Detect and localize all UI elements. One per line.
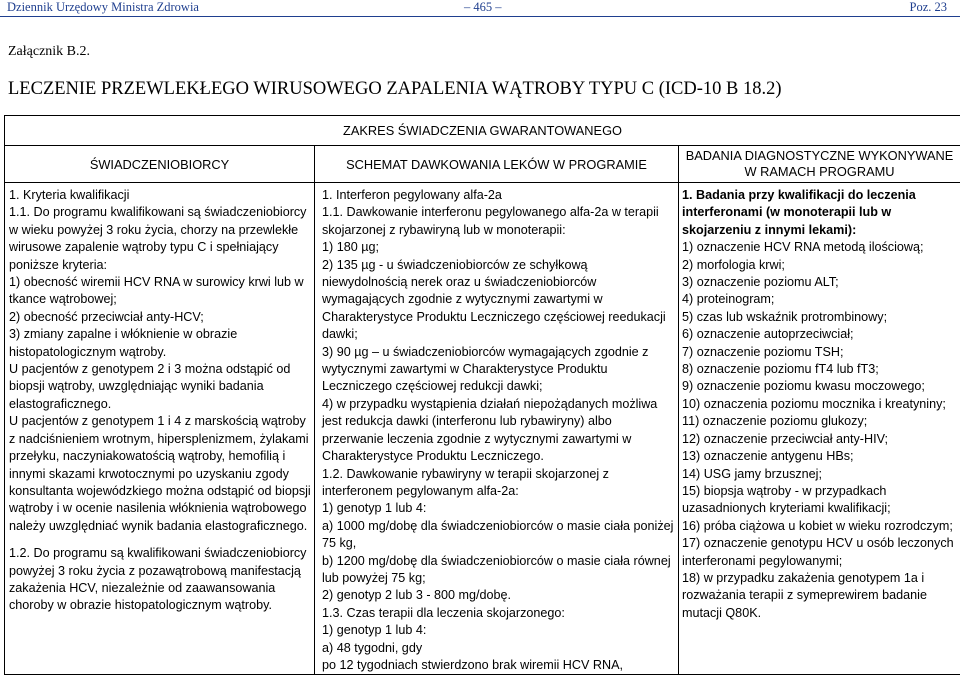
diagnostics-item: 10) oznaczenia poziomu mocznika i kreatyniny; xyxy=(682,396,958,413)
dosage-item: 1) genotyp 1 lub 4: xyxy=(322,622,676,639)
dosage-item: 1) 180 µg; xyxy=(322,239,676,256)
dosage-item: 1) genotyp 1 lub 4: xyxy=(322,500,676,517)
diagnostics-cell xyxy=(679,183,960,675)
dosage-paragraph: 1.3. Czas terapii dla leczenia skojarzonego: xyxy=(322,605,676,622)
dosage-heading: 1. Interferon pegylowany alfa-2a xyxy=(322,187,676,204)
criteria-paragraph: 1.1. Do programu kwalifikowani są świadczeniobiorcy w wieku powyżej 3 roku życia, chorzy na przewlekłe wirusowe zapalenie wątroby typu C i spełniający poniższe kryteria: xyxy=(9,204,312,274)
scope-header: ZAKRES ŚWIADCZENIA GWARANTOWANEGO xyxy=(5,116,960,146)
diagnostics-item: 9) oznaczenie poziomu kwasu moczowego; xyxy=(682,378,958,395)
diagnostics-item: 16) próba ciążowa u kobiet w wieku rozrodczym; xyxy=(682,518,958,535)
running-header xyxy=(0,0,960,16)
dosage-cell xyxy=(315,183,679,675)
diagnostics-item: 8) oznaczenie poziomu fT4 lub fT3; xyxy=(682,361,958,378)
dosage-item: 4) w przypadku wystąpienia działań niepożądanych możliwa jest redukcja dawki (interferonu lub rybawiryny) albo przerwanie leczenia zgodnie z wytycznymi zawartymi w Charakterystyce Produktu Leczniczego. xyxy=(322,396,676,466)
diagnostics-item: 13) oznaczenie antygenu HBs; xyxy=(682,448,958,465)
criteria-paragraph: 1.2. Do programu są kwalifikowani świadczeniobiorcy powyżej 3 roku życia z pozawątrobową manifestacją zakażenia HCV, niezależnie od zaawansowania choroby w obrazie histopatologicznym wątroby. xyxy=(9,545,312,615)
diagnostics-item: 5) czas lub wskaźnik protrombinowy; xyxy=(682,309,958,326)
diagnostics-item: 7) oznaczenie poziomu TSH; xyxy=(682,344,958,361)
diagnostics-item: 15) biopsja wątroby - w przypadkach uzasadnionych kryteriami kwalifikacji; xyxy=(682,483,958,518)
diagnostics-item: 3) oznaczenie poziomu ALT; xyxy=(682,274,958,291)
journal-name: Dziennik Urzędowy Ministra Zdrowia xyxy=(7,0,199,15)
diagnostics-item: 12) oznaczenie przeciwciał anty-HIV; xyxy=(682,431,958,448)
dosage-paragraph: 1.1. Dawkowanie interferonu pegylowanego alfa-2a w terapii skojarzonej z rybawiryną lub w monoterapii: xyxy=(322,204,676,239)
dosage-item: po 12 tygodniach stwierdzono brak wiremii HCV RNA, xyxy=(322,657,676,674)
criteria-paragraph: U pacjentów z genotypem 2 i 3 można odstąpić od biopsji wątroby, uwzględniając wyniki badania elastograficznego. xyxy=(9,361,312,413)
dosage-paragraph: 1.2. Dawkowanie rybawiryny w terapii skojarzonej z interferonem pegylowanym alfa-2a: xyxy=(322,466,676,501)
dosage-item: 3) 90 µg – u świadczeniobiorców wymagających zgodnie z wytycznymi zawartymi w Charakterystyce Produktu Leczniczego częściowej redukcji dawki; xyxy=(322,344,676,396)
beneficiaries-cell xyxy=(5,183,315,675)
dosage-item: a) 48 tygodni, gdy xyxy=(322,640,676,657)
diagnostics-item: 1) oznaczenie HCV RNA metodą ilościową; xyxy=(682,239,958,256)
diagnostics-item: 18) w przypadku zakażenia genotypem 1a i rozważania terapii z symeprewirem badanie mutacji Q80K. xyxy=(682,570,958,622)
col-header-dosage: SCHEMAT DAWKOWANIA LEKÓW W PROGRAMIE xyxy=(315,146,679,183)
criteria-item: 2) obecność przeciwciał anty-HCV; xyxy=(9,309,312,326)
diagnostics-item: 4) proteinogram; xyxy=(682,291,958,308)
diagnostics-item: 6) oznaczenie autoprzeciwciał; xyxy=(682,326,958,343)
col-header-diagnostics: BADANIA DIAGNOSTYCZNE WYKONYWANE W RAMACH PROGRAMU xyxy=(679,146,960,183)
diagnostics-item: 17) oznaczenie genotypu HCV u osób leczonych interferonami pegylowanymi; xyxy=(682,535,958,570)
criteria-item: 1) obecność wiremii HCV RNA w surowicy krwi lub w tkance wątrobowej; xyxy=(9,274,312,309)
dosage-item: 2) 135 µg - u świadczeniobiorców ze schyłkową niewydolnością nerek oraz u świadczeniobiorców wymagających zgodnie z wytycznymi zawartymi w Charakterystyce Produktu Leczniczego częściowej reedukacji dawki; xyxy=(322,257,676,344)
dosage-item: a) 1000 mg/dobę dla świadczeniobiorców o masie ciała poniżej 75 kg, xyxy=(322,518,676,553)
dosage-item: b) 1200 mg/dobę dla świadczeniobiorców o masie ciała równej lub powyżej 75 kg; xyxy=(322,553,676,588)
diagnostics-heading: 1. Badania przy kwalifikacji do leczenia interferonami (w monoterapii lub w skojarzeniu z innymi lekami): xyxy=(682,187,958,239)
document-title: LECZENIE PRZEWLEKŁEGO WIRUSOWEGO ZAPALENIA WĄTROBY TYPU C (ICD-10 B 18.2) xyxy=(8,79,782,100)
diagnostics-item: 11) oznaczenie poziomu glukozy; xyxy=(682,413,958,430)
header-rule xyxy=(0,16,960,17)
diagnostics-item: 2) morfologia krwi; xyxy=(682,257,958,274)
criteria-heading: 1. Kryteria kwalifikacji xyxy=(9,187,312,204)
criteria-paragraph: U pacjentów z genotypem 1 i 4 z marskością wątroby z nadciśnieniem wrotnym, hipersplenizmem, żylakami przełyku, naczyniakowatością wątroby, hemofilią i innymi skazami krwotocznymi po uzyskaniu zgody konsultanta wojewódzkiego można odstąpić od biopsji wątroby i w ocenie nasilenia włóknienia wątrobowego należy uwzględniać wynik badania elastograficznego. xyxy=(9,413,312,535)
dosage-item: 2) genotyp 2 lub 3 - 800 mg/dobę. xyxy=(322,587,676,604)
diagnostics-item: 14) USG jamy brzusznej; xyxy=(682,466,958,483)
page-number: – 465 – xyxy=(464,0,502,15)
annex-label: Załącznik B.2. xyxy=(8,44,90,60)
criteria-item: 3) zmiany zapalne i włóknienie w obrazie histopatologicznym wątroby. xyxy=(9,326,312,361)
program-table xyxy=(4,115,960,675)
col-header-beneficiaries: ŚWIADCZENIOBIORCY xyxy=(5,146,315,183)
item-number: Poz. 23 xyxy=(910,0,948,15)
